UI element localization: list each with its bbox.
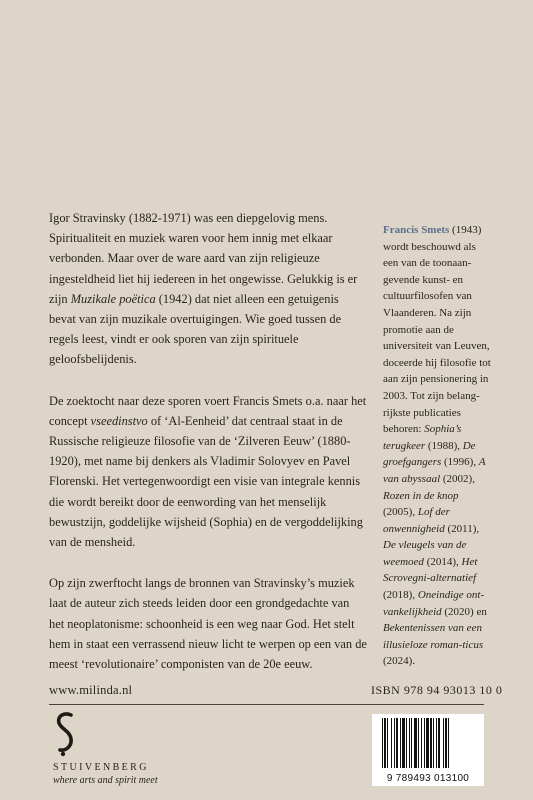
blurb-text <box>49 208 367 695</box>
blurb-paragraph-3: Op zijn zwerftocht langs de bronnen van Stravinsky’s muziek laat de auteur zich steeds leiden door een grondgedachte van het neoplatonisme: schoonheid is een weg naar God. Het stelt hem in staat een verrassend nieuw licht te werpen op een van de meest ‘revolutionaire’ componisten van de 20e eeuw. <box>49 576 367 672</box>
footer-divider <box>49 704 484 705</box>
barcode <box>372 714 484 786</box>
author-name: Francis Smets <box>383 224 450 236</box>
author-bio <box>383 222 491 670</box>
blurb-paragraph-1: Igor Stravinsky (1882-1971) was een diepgelovig mens. Spiritualiteit en muziek waren voor hem innig met elkaar verbonden. Maar over de ware aard van zijn religieuze ingesteldheid liet hij iedereen in het ongewisse. Gelukkig is er zijn Muzikale poëtica (1942) dat niet alleen een getuigenis bevat van zijn muzikale overtuigingen. Wie goed tussen de regels leest, vindt er ook sporen van zijn spirituele geloofsbelijdenis. <box>49 211 358 367</box>
blurb-paragraph-2: De zoektocht naar deze sporen voert Francis Smets o.a. naar het concept vseedinstvo of ‘Al-Eenheid’ dat centraal staat in de Russische religieuze filosofie van de ‘Zilveren Eeuw’ (1880-1920), met name bij denkers als Vladimir Solovyev en Pavel Florenski. Het vertegenwoordigt een visie van integrale kennis die wordt bereikt door de eenwording van het menselijk bewustzijn, goddelijke wijsheid (Sophia) en de vergoddelijking van de mensheid. <box>49 393 367 550</box>
publisher-name: STUIVENBERG <box>53 762 149 773</box>
isbn-number: ISBN 978 94 93013 10 0 <box>371 683 503 697</box>
publisher-logo-icon <box>54 712 78 758</box>
barcode-number: 9 789493 013100 <box>386 773 470 784</box>
website-url[interactable]: www.milinda.nl <box>49 683 133 697</box>
publisher-tagline: where arts and spirit meet <box>53 775 158 786</box>
author-bio-text: (1943) wordt beschouwd als een van de toonaan-gevende kunst- en cultuurfilosofen van Vlaanderen. Na zijn promotie aan de universiteit van Leuven, doceerde hij filosofie tot aan zijn pensionering in 2003. Tot zijn belang-rijkste publicaties behoren: Sophia’s terugkeer (1988), De groefgangers (1996), A van abyssaal (2002), Rozen in de knop (2005), Lof der onwennigheid (2011), De vleugels van de weemoed (2014), Het Scrovegni-alternatief (2018), Oneindige ont-vankelijkheid (2020) en Bekentenissen van een illusieloze roman-ticus (2024). <box>383 224 491 668</box>
barcode-bars <box>380 718 476 772</box>
